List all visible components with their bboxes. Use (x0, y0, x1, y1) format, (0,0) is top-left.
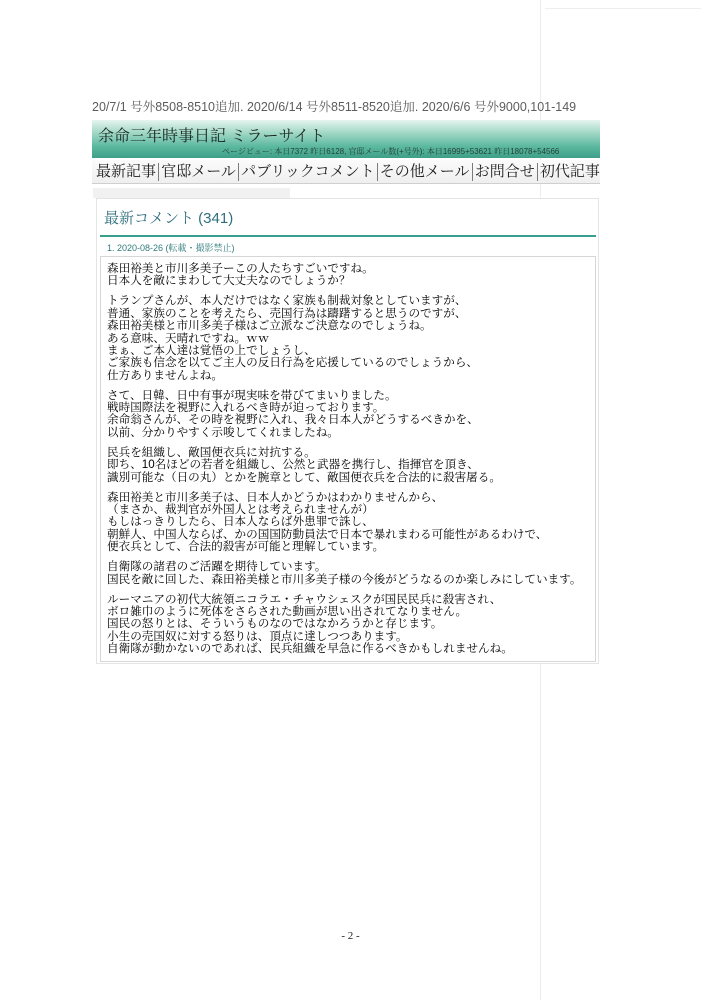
comment-line: 仕方ありませんよね。 (107, 368, 223, 382)
comment-line: さて、日韓、日中有事が現実味を帯びてまいりました。 (107, 388, 397, 402)
comment-line: 森田裕美様と市川多美子様はご立派なご決意なのでしょうね。 (107, 319, 432, 333)
site-title[interactable]: 余命三年時事日記 ミラーサイト (98, 128, 326, 145)
comment-entry-label[interactable]: 1. 2020-08-26 (転載・撮影禁止) (107, 243, 235, 253)
comment-paragraph (107, 295, 589, 382)
nav-item-kantei-mail[interactable]: 官邸メール (161, 162, 236, 180)
comment-line: 余命翁さんが、その時を視野に入れ、我々日本人がどうするべきかを、 (107, 413, 479, 427)
comment-line: ボロ雑巾のように死体をさらされた動画が思い出されてなりません。 (107, 604, 468, 618)
comment-line: 以前、分かりやすく示唆してくれましたね。 (107, 425, 339, 439)
site-header-banner (92, 120, 600, 158)
comment-line: 自衛隊の諸君のご活躍を期待しています。 (107, 560, 327, 574)
comment-paragraph (107, 263, 589, 288)
comment-line: ルーマニアの初代大統領ニコラエ・チャウシェスクが国民民兵に殺害され、 (107, 592, 502, 606)
scan-edge-line (545, 8, 701, 9)
comment-line: ご家族も信念を以てご主人の反日行為を応援しているのでしょうから、 (107, 356, 479, 370)
page-view-stats: ページビュー: 本日7372 昨日6128, 官邸メール数(+号外): 本日16995+53621 昨日18078+54566 (222, 147, 560, 156)
comment-line: 自衛隊が動かないのであれば、民兵組織を早急に作るべきかもしれませんね。 (107, 642, 513, 656)
nav-item-public-comment[interactable]: パブリックコメント (241, 162, 375, 180)
comment-line: 便衣兵として、合法的殺害が可能と理解しています。 (107, 540, 385, 554)
comment-line: 日本人を敵にまわして大丈夫なのでしょうか？ (107, 274, 351, 288)
comment-line: 民兵を組織し、敵国便衣兵に対抗する。 (107, 445, 316, 459)
heading-rule (100, 235, 596, 237)
comment-line: 朝鮮人、中国人ならば、かの国国防動員法で日本で暴れまわる可能性があるわけで、 (107, 527, 548, 541)
comment-paragraph (107, 447, 589, 484)
comment-line: まぁ、ご本人達は覚悟の上でしょうし、 (107, 343, 316, 357)
latest-comments-panel (96, 198, 599, 664)
scan-smudge (93, 188, 290, 198)
nav-separator (238, 163, 239, 181)
nav-item-first-articles[interactable]: 初代記事 (539, 162, 600, 180)
comment-line: 国民の怒りとは、そういうものなのではなかろうかと存じます。 (107, 617, 443, 631)
comment-line: （まさか、裁判官が外国人とは考えられませんが） (107, 503, 374, 517)
comment-line: 国民を敵に回した、森田裕美様と市川多美子様の今後がどうなるのか楽しみにしています。 (107, 572, 582, 586)
comment-paragraph (107, 561, 589, 586)
comment-paragraph (107, 390, 589, 440)
comment-line: もしはっきりしたら、日本人ならば外患罪で誅し、 (107, 515, 374, 529)
nav-separator (377, 163, 378, 181)
comment-line: 戦時国際法を視野に入れるべき時が迫っております。 (107, 401, 385, 415)
nav-item-contact[interactable]: お問合せ (474, 162, 535, 180)
comment-line: トランプさんが、本人だけではなく家族も制裁対象としていますが、 (107, 294, 467, 308)
comment-line: 森田裕美と市川多美子ーこの人たちすごいですね。 (107, 262, 374, 275)
nav-item-other-mail[interactable]: その他メール (379, 162, 470, 180)
nav-separator (472, 163, 473, 181)
update-notice-ticker: 20/7/1 号外8508-8510追加. 2020/6/14 号外8511-8520追加. 2020/6/6 号外9000,101-149 (92, 100, 577, 114)
main-nav (92, 160, 600, 184)
comment-paragraph (107, 492, 589, 554)
comment-paragraph (107, 594, 589, 656)
nav-separator (537, 163, 538, 181)
comment-line: 普通、家族のことを考えたら、売国行為は躊躇すると思うのですが、 (107, 306, 467, 320)
page-number: - 2 - (341, 930, 360, 942)
comment-line: 森田裕美と市川多美子は、日本人かどうかはわかりませんから、 (107, 490, 444, 504)
comment-line: 小生の売国奴に対する怒りは、頂点に達しつつあります。 (107, 629, 408, 643)
comment-line: 即ち、10名ほどの若者を組織し、公然と武器を携行し、指揮官を頂き、 (107, 458, 479, 472)
nav-separator (158, 163, 159, 181)
comment-line: 識別可能な（日の丸）とかを腕章として、敵国便衣兵を合法的に殺害屠る。 (107, 470, 501, 484)
comment-line: ある意味、天晴れですね。ｗｗ (107, 331, 270, 345)
nav-item-latest-articles[interactable]: 最新記事 (96, 162, 157, 180)
latest-comments-heading: 最新コメント (341) (104, 210, 234, 227)
comment-body (100, 256, 596, 662)
